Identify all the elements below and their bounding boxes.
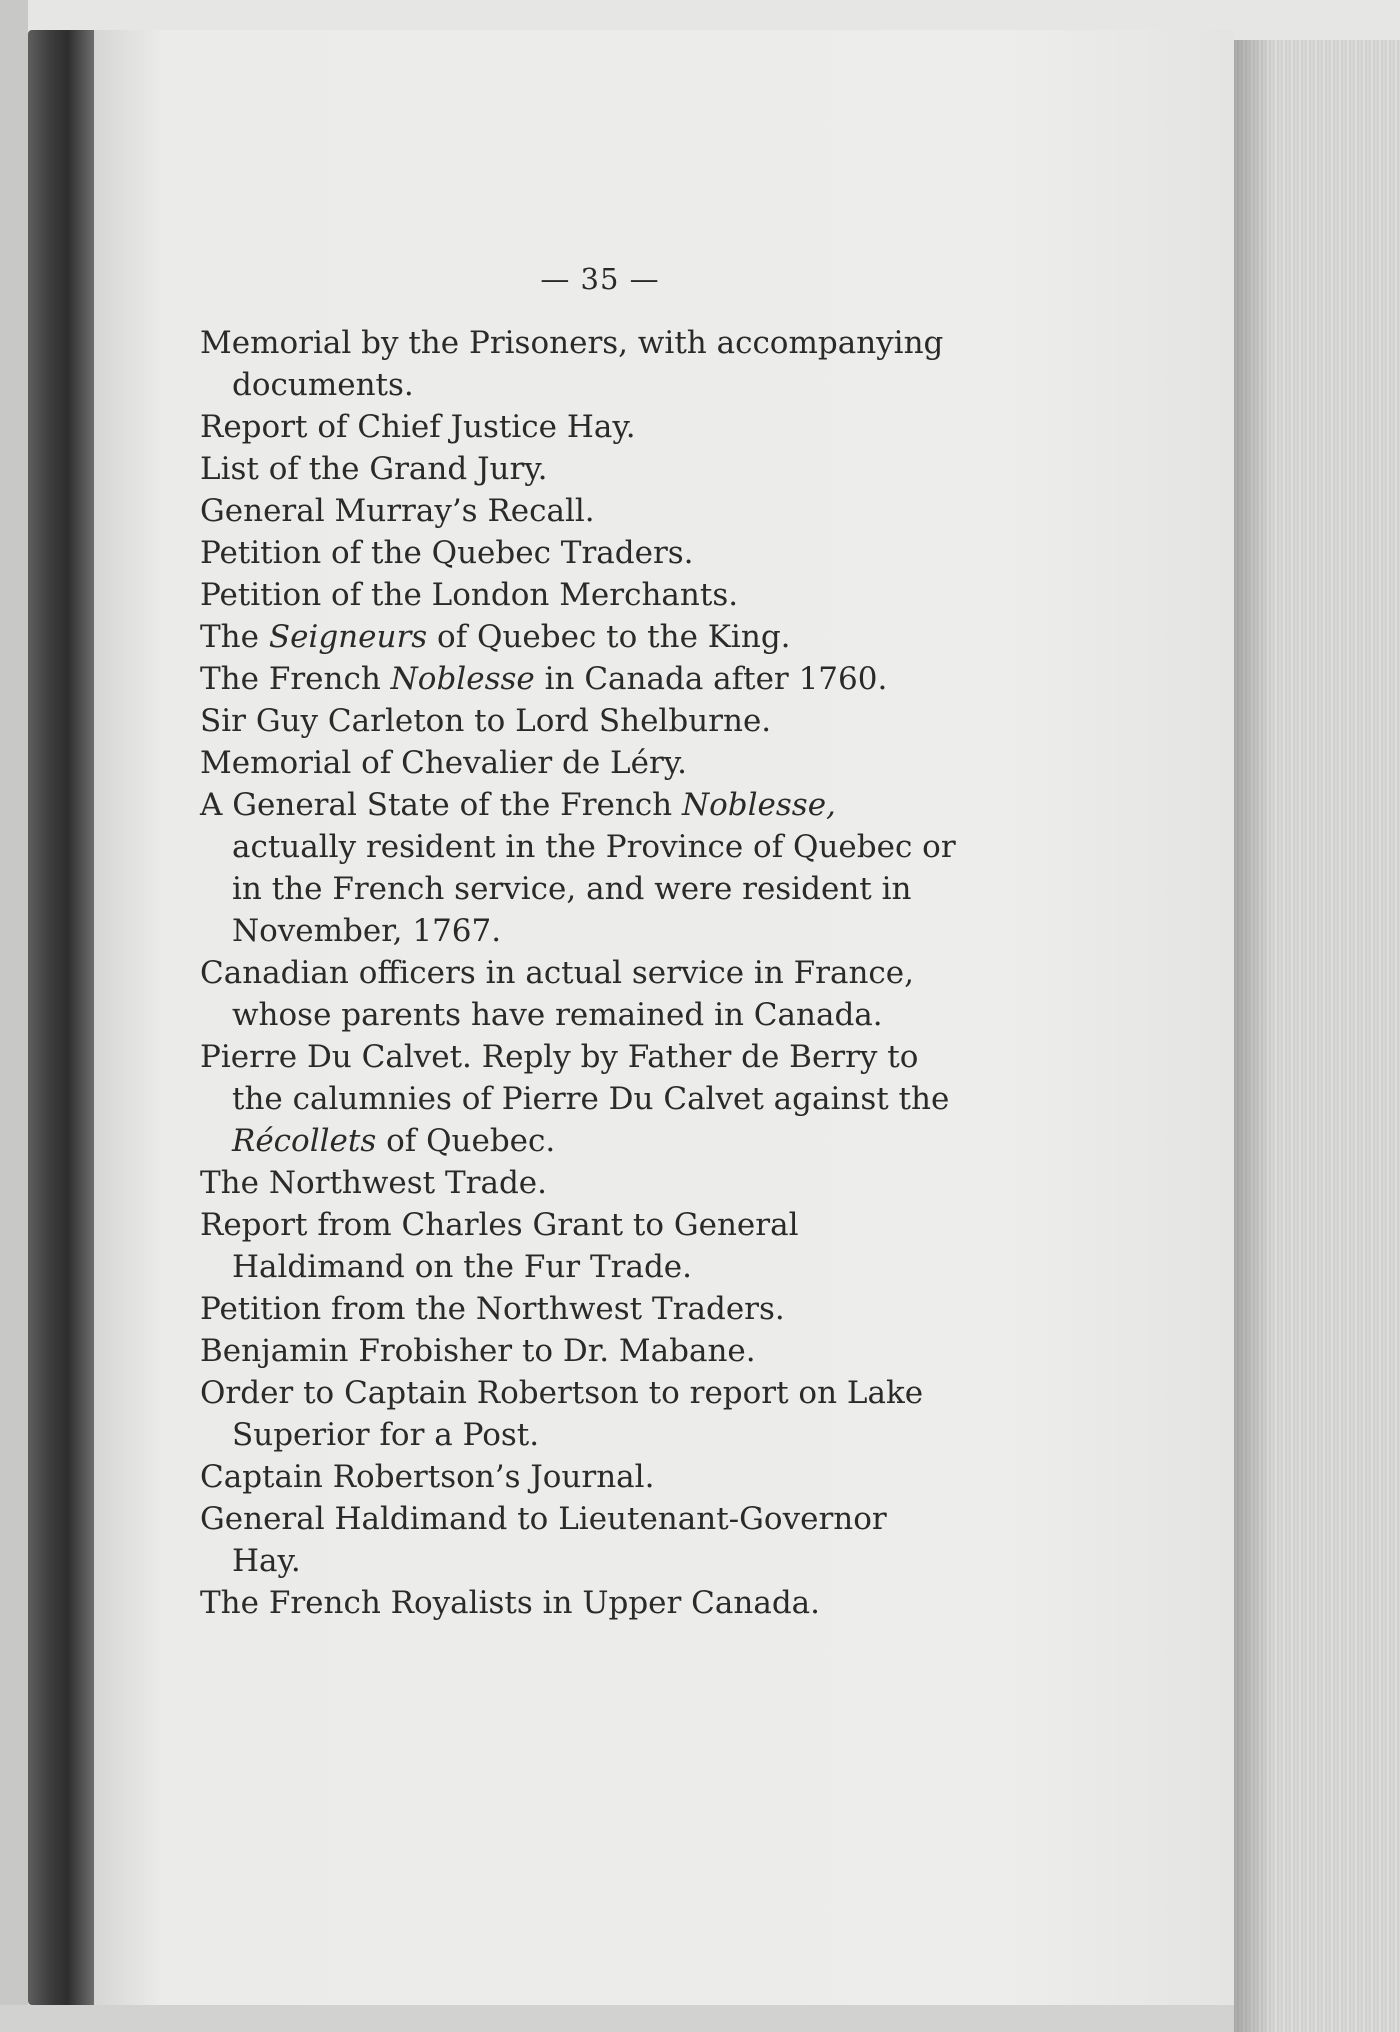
fore-edge-shadow [1234, 40, 1274, 2032]
entry-text: actually resident in the Province of Quebec or in the French service, and were resident in November, 1767. [232, 829, 956, 949]
list-item [200, 616, 960, 658]
entry-text: The French [200, 661, 391, 697]
italic-term: Récollets [232, 1123, 377, 1159]
list-item: Sir Guy Carleton to Lord Shelburne. [200, 703, 772, 739]
list-item: Petition of the London Merchants. [200, 577, 739, 613]
list-item: Captain Robertson’s Journal. [200, 1459, 655, 1495]
page-text-block [200, 258, 960, 1624]
entry-text: The [200, 619, 269, 655]
list-item: The French Royalists in Upper Canada. [200, 1585, 821, 1621]
italic-term: Seigneurs [268, 619, 428, 655]
list-item: General Murray’s Recall. [200, 493, 595, 529]
list-item: Petition of the Quebec Traders. [200, 535, 694, 571]
list-item: Order to Captain Robertson to report on Lake Superior for a Post. [200, 1375, 924, 1453]
list-item [200, 658, 960, 700]
list-item: Benjamin Frobisher to Dr. Mabane. [200, 1333, 756, 1369]
list-item: Canadian officers in actual service in France, whose parents have remained in Canada. [200, 955, 914, 1033]
list-item: Petition from the Northwest Traders. [200, 1291, 785, 1327]
entry-text: in Canada after 1760. [534, 661, 888, 697]
list-item: Memorial by the Prisoners, with accompanying documents. [200, 325, 944, 403]
italic-term: Noblesse, [682, 787, 836, 823]
page-number: — 35 — [540, 262, 660, 296]
list-item [200, 1036, 960, 1162]
entry-text: of Quebec to the King. [427, 619, 791, 655]
list-item: The Northwest Trade. [200, 1165, 547, 1201]
list-item: Report of Chief Justice Hay. [200, 409, 636, 445]
left-page-edge [0, 0, 28, 2032]
entry-text: of Quebec. [376, 1123, 556, 1159]
entry-text: A General State of the French [200, 787, 682, 823]
list-item: Memorial of Chevalier de Léry. [200, 745, 688, 781]
list-item [200, 784, 960, 952]
book-spine-shadow [28, 30, 94, 2005]
list-item: General Haldimand to Lieutenant-Governor Hay. [200, 1501, 887, 1579]
italic-term: Noblesse [390, 661, 535, 697]
list-item: List of the Grand Jury. [200, 451, 548, 487]
bottom-edge [0, 2005, 1234, 2032]
entry-text: Pierre Du Calvet. Reply by Father de Berry to the calumnies of Pierre Du Calvet against the [200, 1039, 950, 1117]
list-item: Report from Charles Grant to General Haldimand on the Fur Trade. [200, 1207, 799, 1285]
